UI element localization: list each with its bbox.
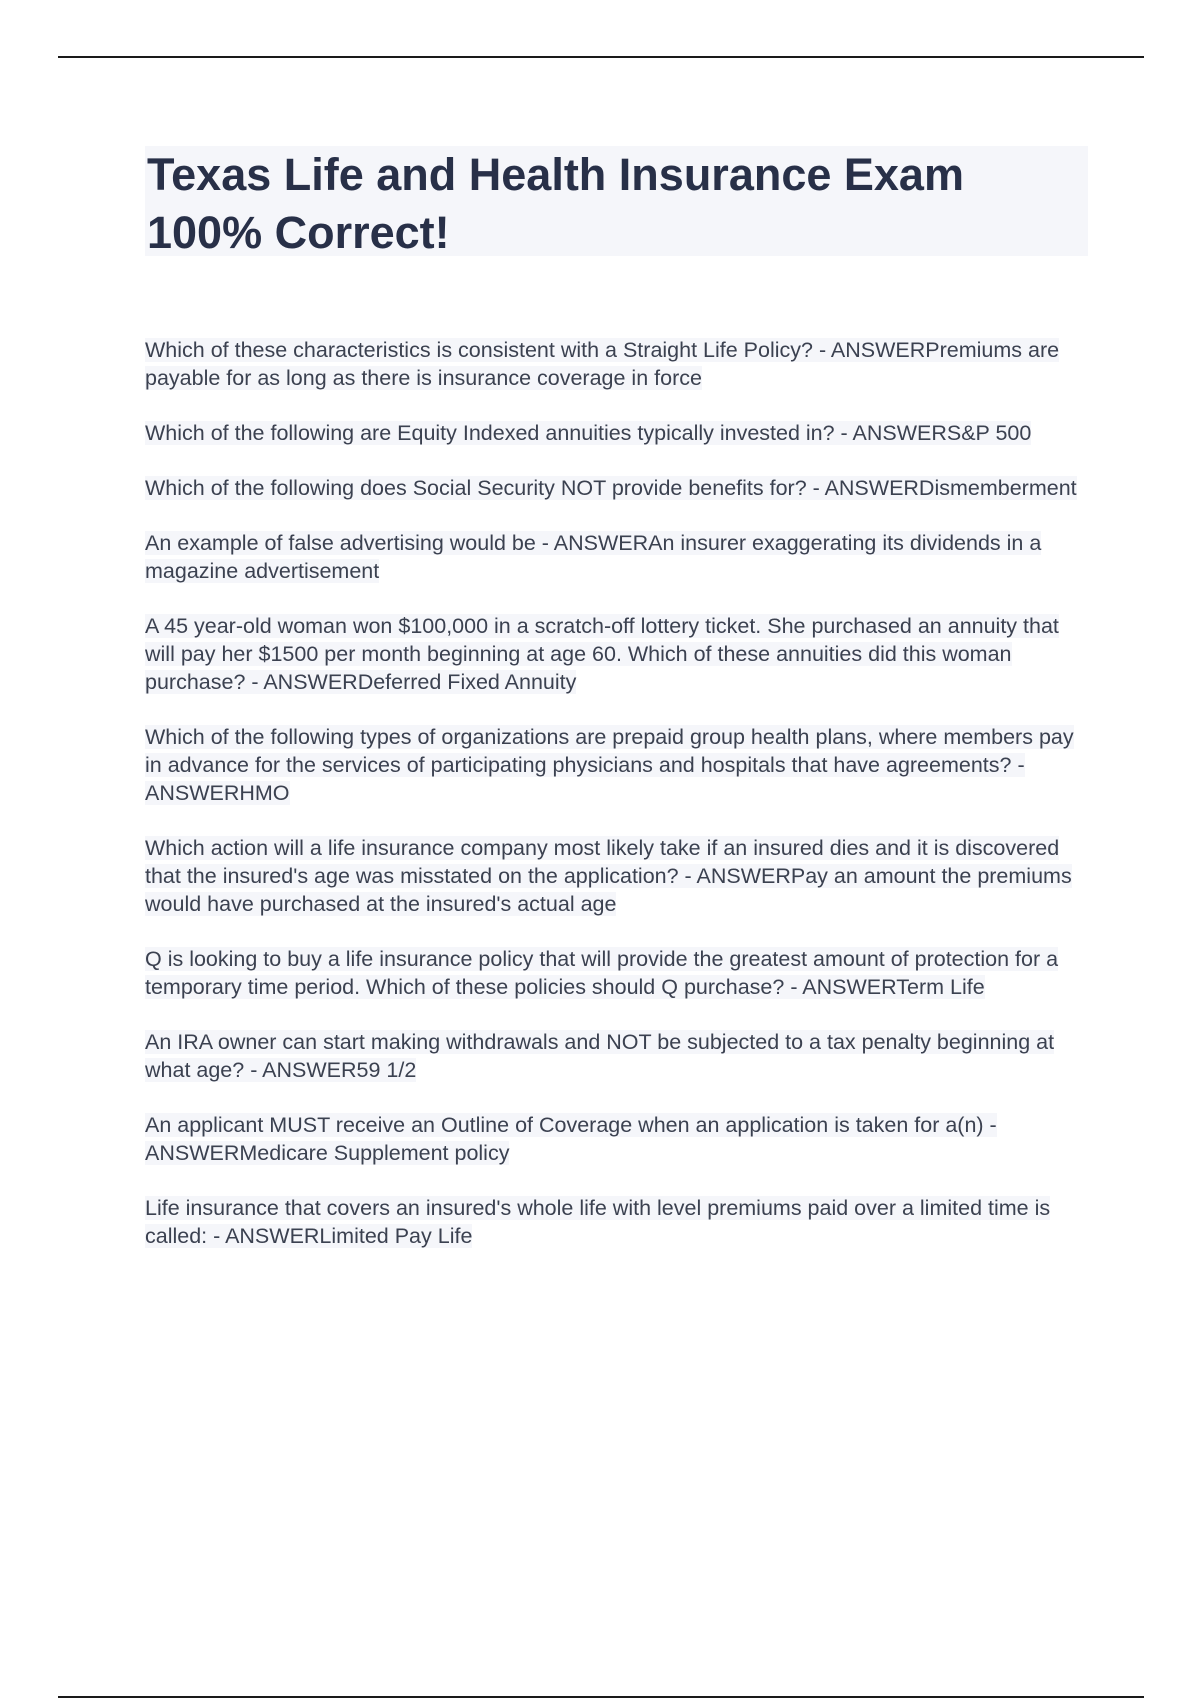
top-divider [58,56,1144,58]
qa-item [145,1111,1095,1167]
qa-item [145,474,1095,502]
qa-item [145,1194,1095,1250]
qa-item-text: An applicant MUST receive an Outline of Coverage when an application is taken for a(n) - ANSWERMedicare Supplement policy [145,1113,997,1165]
qa-item-text: A 45 year-old woman won $100,000 in a scratch-off lottery ticket. She purchased an annuity that will pay her $1500 per month beginning at age 60. Which of these annuities did this woman purchase? - ANSWERDeferred Fixed Annuity [145,614,1059,694]
qa-item [145,1028,1095,1084]
qa-item [145,336,1095,392]
qa-item-text: Which of the following does Social Security NOT provide benefits for? - ANSWERDismemberment [145,476,1077,500]
qa-item-text: An example of false advertising would be - ANSWERAn insurer exaggerating its dividends in a magazine advertisement [145,531,1042,583]
qa-item [145,419,1095,447]
page-title: Texas Life and Health Insurance Exam 100% Correct! [147,149,964,258]
qa-item [145,834,1095,918]
qa-item [145,612,1095,696]
qa-item-text: Q is looking to buy a life insurance policy that will provide the greatest amount of protection for a temporary time period. Which of these policies should Q purchase? - ANSWERTerm Life [145,947,1059,999]
qa-item-text: Which action will a life insurance company most likely take if an insured dies and it is discovered that the insured's age was misstated on the application? - ANSWERPay an amount the premiums would have purchased at the insured's actual age [145,836,1072,916]
qa-item [145,723,1095,807]
qa-item [145,529,1095,585]
qa-item-text: Life insurance that covers an insured's whole life with level premiums paid over a limited time is called: - ANSWERLimited Pay Life [145,1196,1051,1248]
qa-item-text: Which of the following types of organizations are prepaid group health plans, where members pay in advance for the services of participating physicians and hospitals that have agreements? - ANSWERHMO [145,725,1074,805]
qa-list [145,336,1095,1277]
bottom-divider [58,1696,1144,1698]
title-block [145,146,1088,256]
qa-item-text: Which of the following are Equity Indexed annuities typically invested in? - ANSWERS&P 500 [145,421,1032,445]
qa-item [145,945,1095,1001]
qa-item-text: Which of these characteristics is consistent with a Straight Life Policy? - ANSWERPremiums are payable for as long as there is insurance coverage in force [145,338,1060,390]
qa-item-text: An IRA owner can start making withdrawals and NOT be subjected to a tax penalty beginning at what age? - ANSWER59 1/2 [145,1030,1055,1082]
